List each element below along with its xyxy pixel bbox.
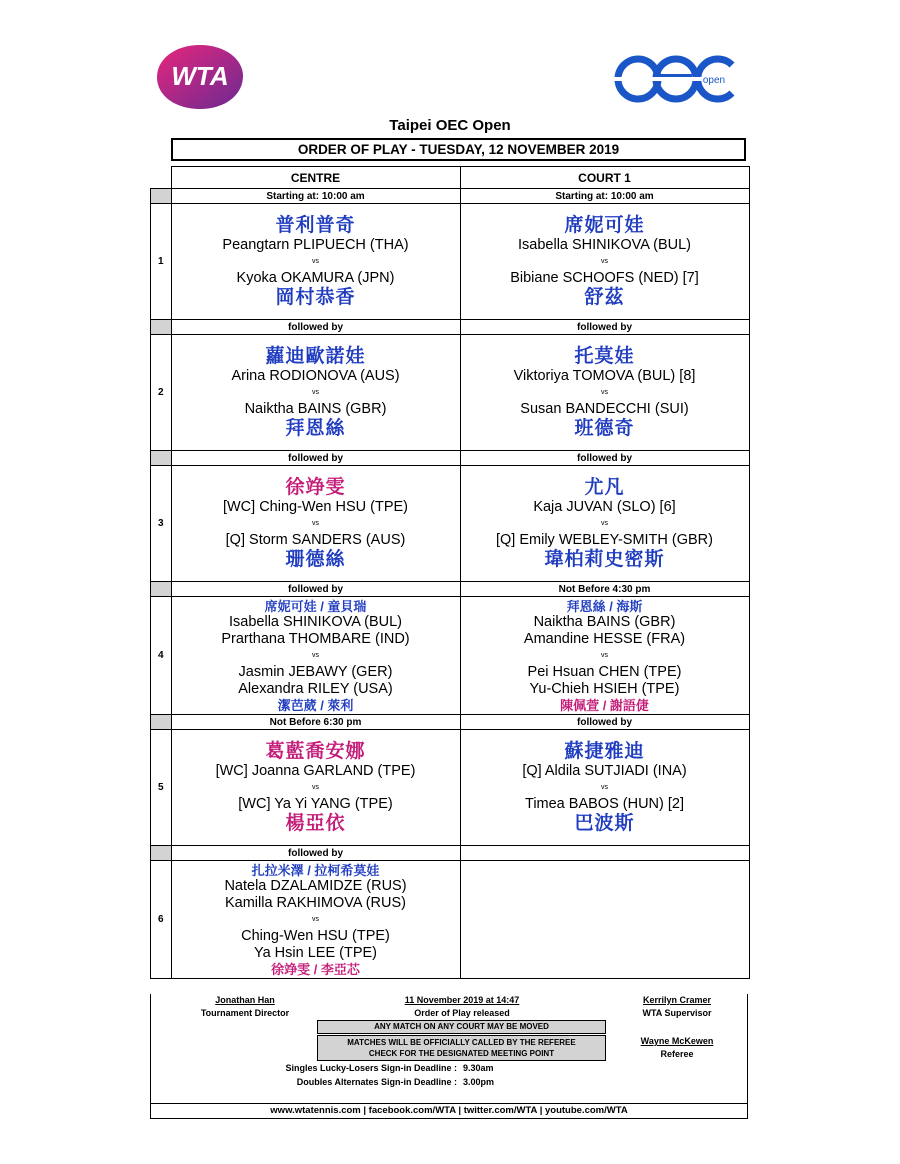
supervisor-role: WTA Supervisor [642,1008,712,1018]
singles-deadline-time: 9.30am [463,1063,494,1073]
player-name: [Q] Aldila SUTJIADI (INA) [522,762,687,779]
player-name: Pei Hsuan CHEN (TPE) [527,663,682,680]
player-name: Jasmin JEBAWY (GER) [238,663,393,680]
player-chinese-name-bottom: 徐竫雯 / 李亞芯 [271,961,360,977]
released-time: 11 November 2019 at 14:47 [404,995,520,1005]
player-chinese-name-top: 托莫娃 [574,345,635,367]
player-chinese-name-top: 普利普奇 [275,214,356,236]
player-chinese-name-top: 扎拉米澤 / 拉柯希莫娃 [251,862,380,878]
player-chinese-name-bottom: 舒茲 [584,286,625,308]
referee-name: Wayne McKewen [640,1036,714,1046]
match-cell-court1 [460,466,749,582]
notice-called-line2: CHECK FOR THE DESIGNATED MEETING POINT [368,1049,555,1058]
player-chinese-name-top: 席妮可娃 / 童貝瑞 [264,598,367,614]
player-name: Peangtarn PLIPUECH (THA) [222,236,409,253]
player-name: Kamilla RAKHIMOVA (RUS) [224,894,406,911]
start-time-court1 [460,846,749,861]
player-chinese-name-bottom: 巴波斯 [574,812,635,834]
match-cell-centre [171,335,460,451]
player-name: Natela DZALAMIDZE (RUS) [224,877,407,894]
player-name: Yu-Chieh HSIEH (TPE) [529,680,680,697]
match-cell-court1 [460,597,749,715]
singles-deadline-label: Singles Lucky-Losers Sign-in Deadline : [285,1063,457,1073]
director-name: Jonathan Han [215,995,275,1005]
player-name: Ya Hsin LEE (TPE) [253,944,378,961]
match-cell-centre [171,597,460,715]
versus-label: vs [601,388,608,396]
match-row [151,466,750,582]
match-number: 3 [151,466,172,582]
versus-label: vs [601,783,608,791]
player-chinese-name-bottom: 陳佩萱 / 謝語倢 [560,697,649,713]
player-name: Arina RODIONOVA (AUS) [231,367,400,384]
released-label: Order of Play released [414,1008,510,1018]
player-name: Susan BANDECCHI (SUI) [520,400,689,417]
player-name: [Q] Emily WEBLEY-SMITH (GBR) [496,531,713,548]
player-chinese-name-bottom: 拜恩絲 [285,417,346,439]
start-time-centre: Not Before 6:30 pm [171,715,460,730]
time-row [151,846,750,861]
player-chinese-name-top: 徐竫雯 [285,476,346,498]
referee-role: Referee [660,1049,694,1059]
player-name: Naiktha BAINS (GBR) [533,613,676,630]
match-number: 5 [151,730,172,846]
doubles-deadline-label: Doubles Alternates Sign-in Deadline : [296,1077,457,1087]
start-time-court1: followed by [460,451,749,466]
time-row-spacer [151,846,172,861]
player-chinese-name-bottom: 瑋柏莉史密斯 [544,548,665,570]
header-corner [151,167,172,189]
oec-logo-sub: open [702,75,726,86]
match-cell-court1 [460,335,749,451]
match-row [151,204,750,320]
versus-label: vs [312,651,319,659]
match-number: 4 [151,597,172,715]
match-cell-centre [171,466,460,582]
time-row [151,715,750,730]
start-time-court1: followed by [460,320,749,335]
player-name: Viktoriya TOMOVA (BUL) [8] [513,367,696,384]
player-name: Naiktha BAINS (GBR) [244,400,387,417]
versus-label: vs [312,257,319,265]
player-name: Kyoka OKAMURA (JPN) [236,269,395,286]
wta-logo-text: WTA [171,61,229,91]
match-cell-centre [171,861,460,979]
versus-label: vs [601,651,608,659]
player-name: Amandine HESSE (FRA) [523,630,686,647]
player-chinese-name-bottom: 楊亞依 [285,812,346,834]
player-name: Kaja JUVAN (SLO) [6] [533,498,676,515]
notice-called-line1: MATCHES WILL BE OFFICIALLY CALLED BY THE REFEREE [347,1038,576,1047]
oec-open-logo [614,53,736,105]
time-row-spacer [151,320,172,335]
player-name: Alexandra RILEY (USA) [238,680,393,697]
player-chinese-name-bottom: 潔芭葳 / 萊利 [277,697,354,713]
match-cell-centre [171,204,460,320]
versus-label: vs [312,388,319,396]
time-row [151,189,750,204]
start-time-centre: followed by [171,320,460,335]
doubles-deadline-time: 3.00pm [463,1077,495,1087]
player-name: [Q] Storm SANDERS (AUS) [225,531,406,548]
player-name: [WC] Ya Yi YANG (TPE) [238,795,393,812]
versus-label: vs [312,519,319,527]
player-name: Isabella SHINIKOVA (BUL) [229,613,402,630]
player-chinese-name-bottom: 珊德絲 [285,548,346,570]
match-number: 2 [151,335,172,451]
player-name: Ching-Wen HSU (TPE) [241,927,390,944]
wta-logo [155,43,245,111]
time-row [151,582,750,597]
player-chinese-name-bottom: 岡村恭香 [275,286,356,308]
player-chinese-name-top: 尤凡 [584,476,625,498]
time-row-spacer [151,715,172,730]
time-row [151,320,750,335]
match-cell-court1 [460,861,749,979]
match-number: 6 [151,861,172,979]
match-row [151,335,750,451]
match-cell-court1 [460,204,749,320]
time-row-spacer [151,189,172,204]
match-cell-centre [171,730,460,846]
player-name: Bibiane SCHOOFS (NED) [7] [510,269,699,286]
time-row-spacer [151,451,172,466]
player-name: Prarthana THOMBARE (IND) [221,630,410,647]
player-chinese-name-top: 席妮可娃 [564,214,645,236]
notice-called [317,1035,606,1061]
player-chinese-name-top: 蘇捷雅迪 [564,740,645,762]
start-time-centre: Starting at: 10:00 am [171,189,460,204]
notice-moved: ANY MATCH ON ANY COURT MAY BE MOVED [317,1020,606,1034]
match-row [151,861,750,979]
player-chinese-name-top: 葛藍喬安娜 [265,740,366,762]
time-row [151,451,750,466]
director-role: Tournament Director [200,1008,290,1018]
start-time-court1: Not Before 4:30 pm [460,582,749,597]
court-header-centre: CENTRE [171,167,460,189]
player-name: [WC] Joanna GARLAND (TPE) [215,762,416,779]
versus-label: vs [312,783,319,791]
start-time-court1: Starting at: 10:00 am [460,189,749,204]
match-row [151,730,750,846]
start-time-centre: followed by [171,846,460,861]
match-number: 1 [151,204,172,320]
versus-label: vs [601,519,608,527]
player-chinese-name-top: 蘿迪歐諾娃 [265,345,366,367]
tournament-title: Taipei OEC Open [389,117,511,134]
footer-panel [150,994,748,1104]
schedule-table [150,166,750,979]
match-cell-court1 [460,730,749,846]
start-time-centre: followed by [171,451,460,466]
player-name: Isabella SHINIKOVA (BUL) [518,236,691,253]
start-time-centre: followed by [171,582,460,597]
start-time-court1: followed by [460,715,749,730]
player-name: Timea BABOS (HUN) [2] [525,795,684,812]
player-name: [WC] Ching-Wen HSU (TPE) [222,498,409,515]
match-row [151,597,750,715]
order-of-play-title: ORDER OF PLAY - TUESDAY, 12 NOVEMBER 2019 [171,138,746,161]
versus-label: vs [312,915,319,923]
court-header-court1: COURT 1 [460,167,749,189]
court-header-row [151,167,750,189]
versus-label: vs [601,257,608,265]
player-chinese-name-top: 拜恩絲 / 海斯 [566,598,643,614]
player-chinese-name-bottom: 班德奇 [574,417,635,439]
social-links[interactable]: www.wtatennis.com | facebook.com/WTA | twitter.com/WTA | youtube.com/WTA [150,1103,748,1119]
supervisor-name: Kerrilyn Cramer [642,995,712,1005]
time-row-spacer [151,582,172,597]
